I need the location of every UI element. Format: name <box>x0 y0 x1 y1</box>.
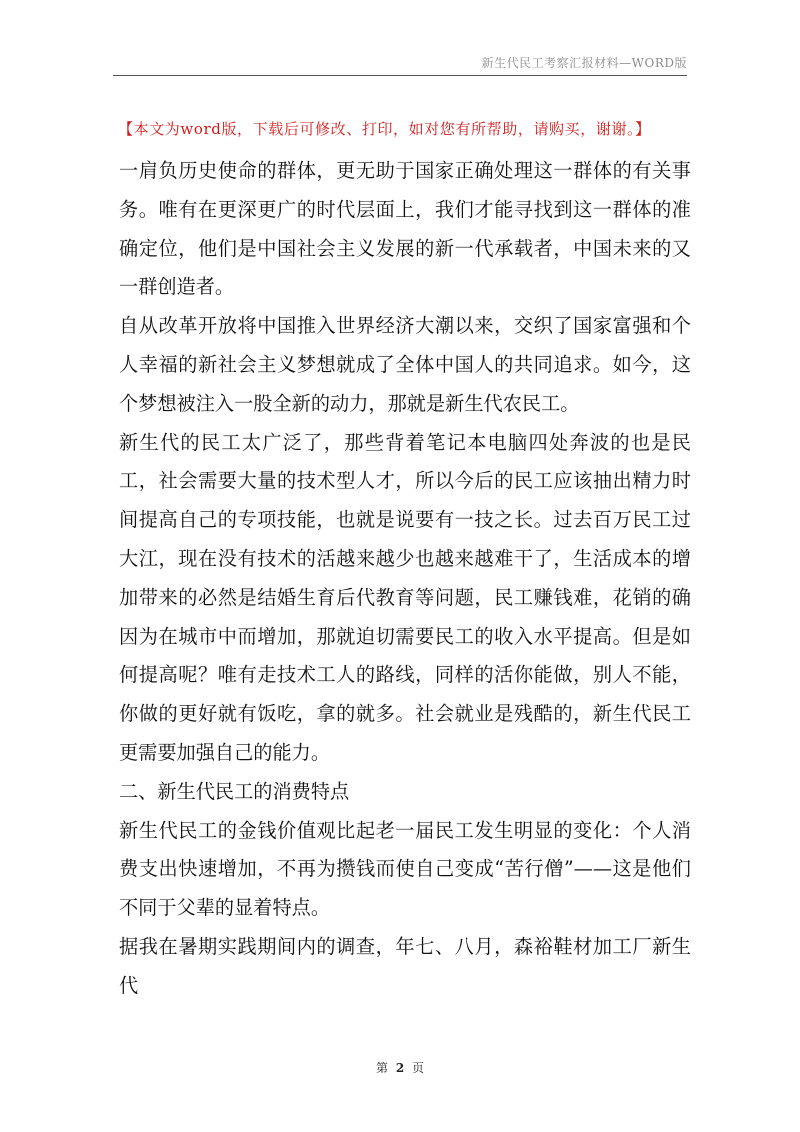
section-heading: 二、新生代民工的消费特点 <box>119 779 350 803</box>
paragraph: 新生代的民工太广泛了，那些背着笔记本电脑四处奔波的也是民工，社会需要大量的技术型人才，所以今后的民工应该抽出精力时间提高自己的专项技能，也就是说要有一技之长。过去百万民工过大江，现在没有技术的活越来越少也越来越难干了，生活成本的增加带来的必然是结婚生育后代教育等问题，民工赚钱难，花销的确因为在城市中而增加，那就迫切需要民工的收入水平提高。但是如何提高呢？唯有走技术工人的路线，同样的活你能做，别人不能，你做的更好就有饭吃，拿的就多。社会就业是残酷的，新生代民工更需要加强自己的能力。 <box>119 430 691 764</box>
paragraph: 新生代民工的金钱价值观比起老一届民工发生明显的变化：个人消费支出快速增加，不再为攒钱而使自己变成“苦行僧”——这是他们不同于父辈的显着特点。 <box>119 818 691 920</box>
page-label-suffix: 页 <box>412 1061 425 1075</box>
header-divider <box>113 75 687 76</box>
page-header: 新生代民工考察汇报材料—WORD版 <box>481 56 687 70</box>
page-footer <box>0 1059 800 1076</box>
paragraph: 自从改革开放将中国推入世界经济大潮以来，交织了国家富强和个人幸福的新社会主义梦想就成了全体中国人的共同追求。如今，这个梦想被注入一股全新的动力，那就是新生代农民工。 <box>119 314 691 415</box>
paragraph: 据我在暑期实践期间内的调查，年七、八月，森裕鞋材加工厂新生代 <box>119 934 691 997</box>
download-notice: 【本文为word版，下载后可修改、打印，如对您有所帮助，请购买，谢谢。】 <box>118 120 651 138</box>
paragraph: 一肩负历史使命的群体，更无助于国家正确处理这一群体的有关事务。唯有在更深更广的时代层面上，我们才能寻找到这一群体的准确定位，他们是中国社会主义发展的新一代承载者，中国未来的又一群创造者。 <box>119 159 691 299</box>
page-number: 2 <box>395 1061 405 1075</box>
page-label-prefix: 第 <box>375 1061 388 1075</box>
document-body <box>119 152 691 1006</box>
